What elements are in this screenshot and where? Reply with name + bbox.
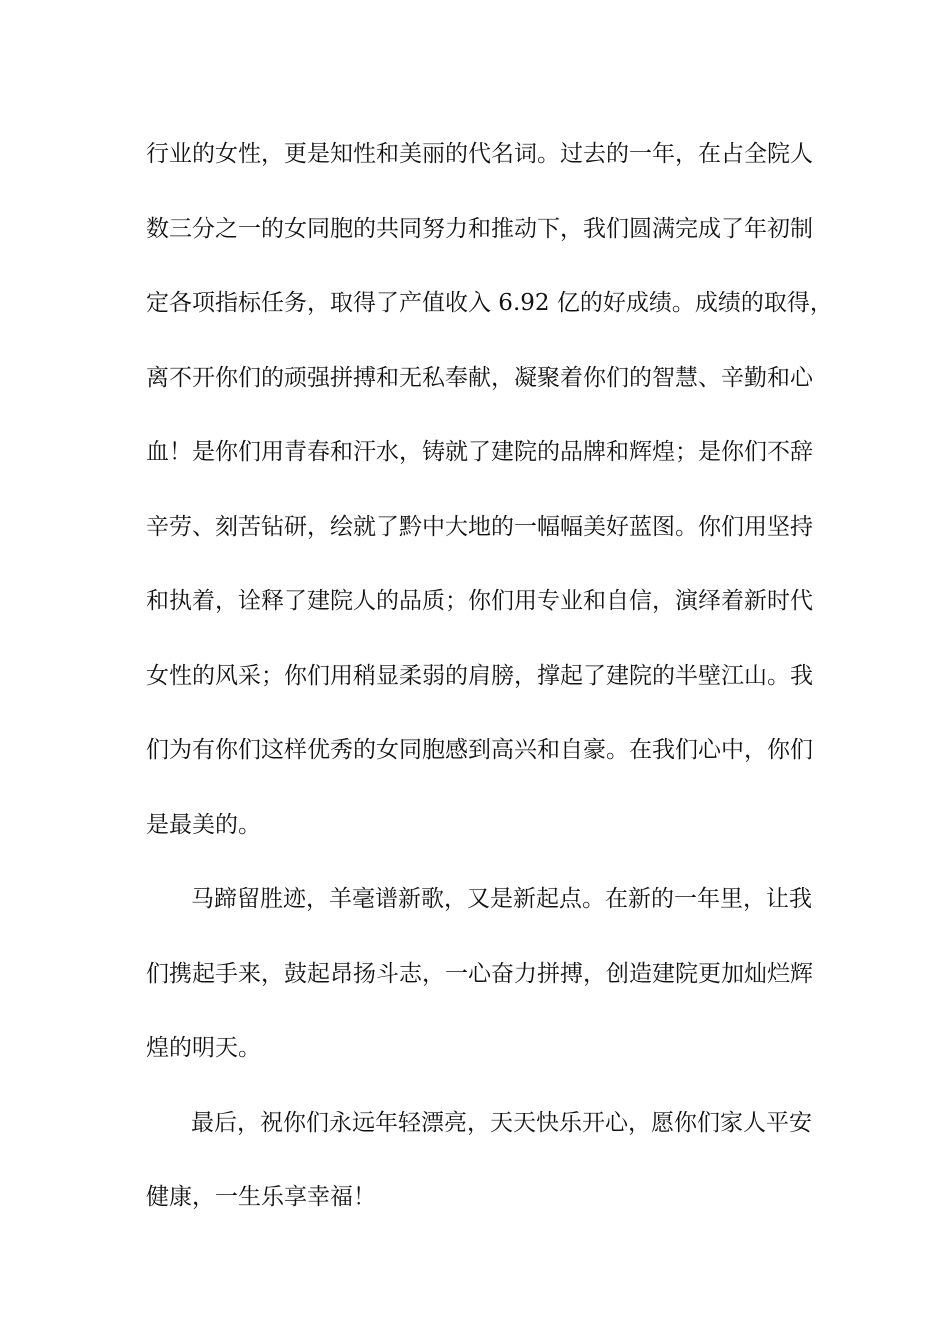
text-line: 是最美的。 xyxy=(146,812,261,838)
text-line: 离不开你们的顽强拼搏和无私奉献，凝聚着你们的智慧、辛勤和心 xyxy=(146,365,813,391)
text-line: 们为有你们这样优秀的女同胞感到高兴和自豪。在我们心中，你们 xyxy=(146,737,813,763)
text-line: 血！是你们用青春和汗水，铸就了建院的品牌和辉煌；是你们不辞 xyxy=(146,439,813,465)
text-line: 煌的明天。 xyxy=(146,1035,261,1061)
text-line: 和执着，诠释了建院人的品质；你们用专业和自信，演绎着新时代 xyxy=(146,588,813,614)
text-line: 们携起手来，鼓起昂扬斗志，一心奋力拼搏，创造建院更加灿烂辉 xyxy=(146,961,813,987)
text-line: 行业的女性，更是知性和美丽的代名词。过去的一年，在占全院人 xyxy=(146,141,813,167)
text-line: 定各项指标任务，取得了产值收入 6.92 亿的好成绩。成绩的取得， xyxy=(146,290,833,316)
text-line: 女性的风采；你们用稍显柔弱的肩膀，撑起了建院的半壁江山。我 xyxy=(146,663,813,689)
text-line: 马蹄留胜迹，羊毫谱新歌，又是新起点。在新的一年里，让我 xyxy=(191,886,812,912)
text-line: 辛劳、刻苦钻研，绘就了黔中大地的一幅幅美好蓝图。你们用坚持 xyxy=(146,514,813,540)
text-line: 数三分之一的女同胞的共同努力和推动下，我们圆满完成了年初制 xyxy=(146,216,813,242)
text-line: 最后，祝你们永远年轻漂亮，天天快乐开心，愿你们家人平安 xyxy=(191,1110,812,1136)
text-line: 健康，一生乐享幸福！ xyxy=(146,1184,376,1210)
